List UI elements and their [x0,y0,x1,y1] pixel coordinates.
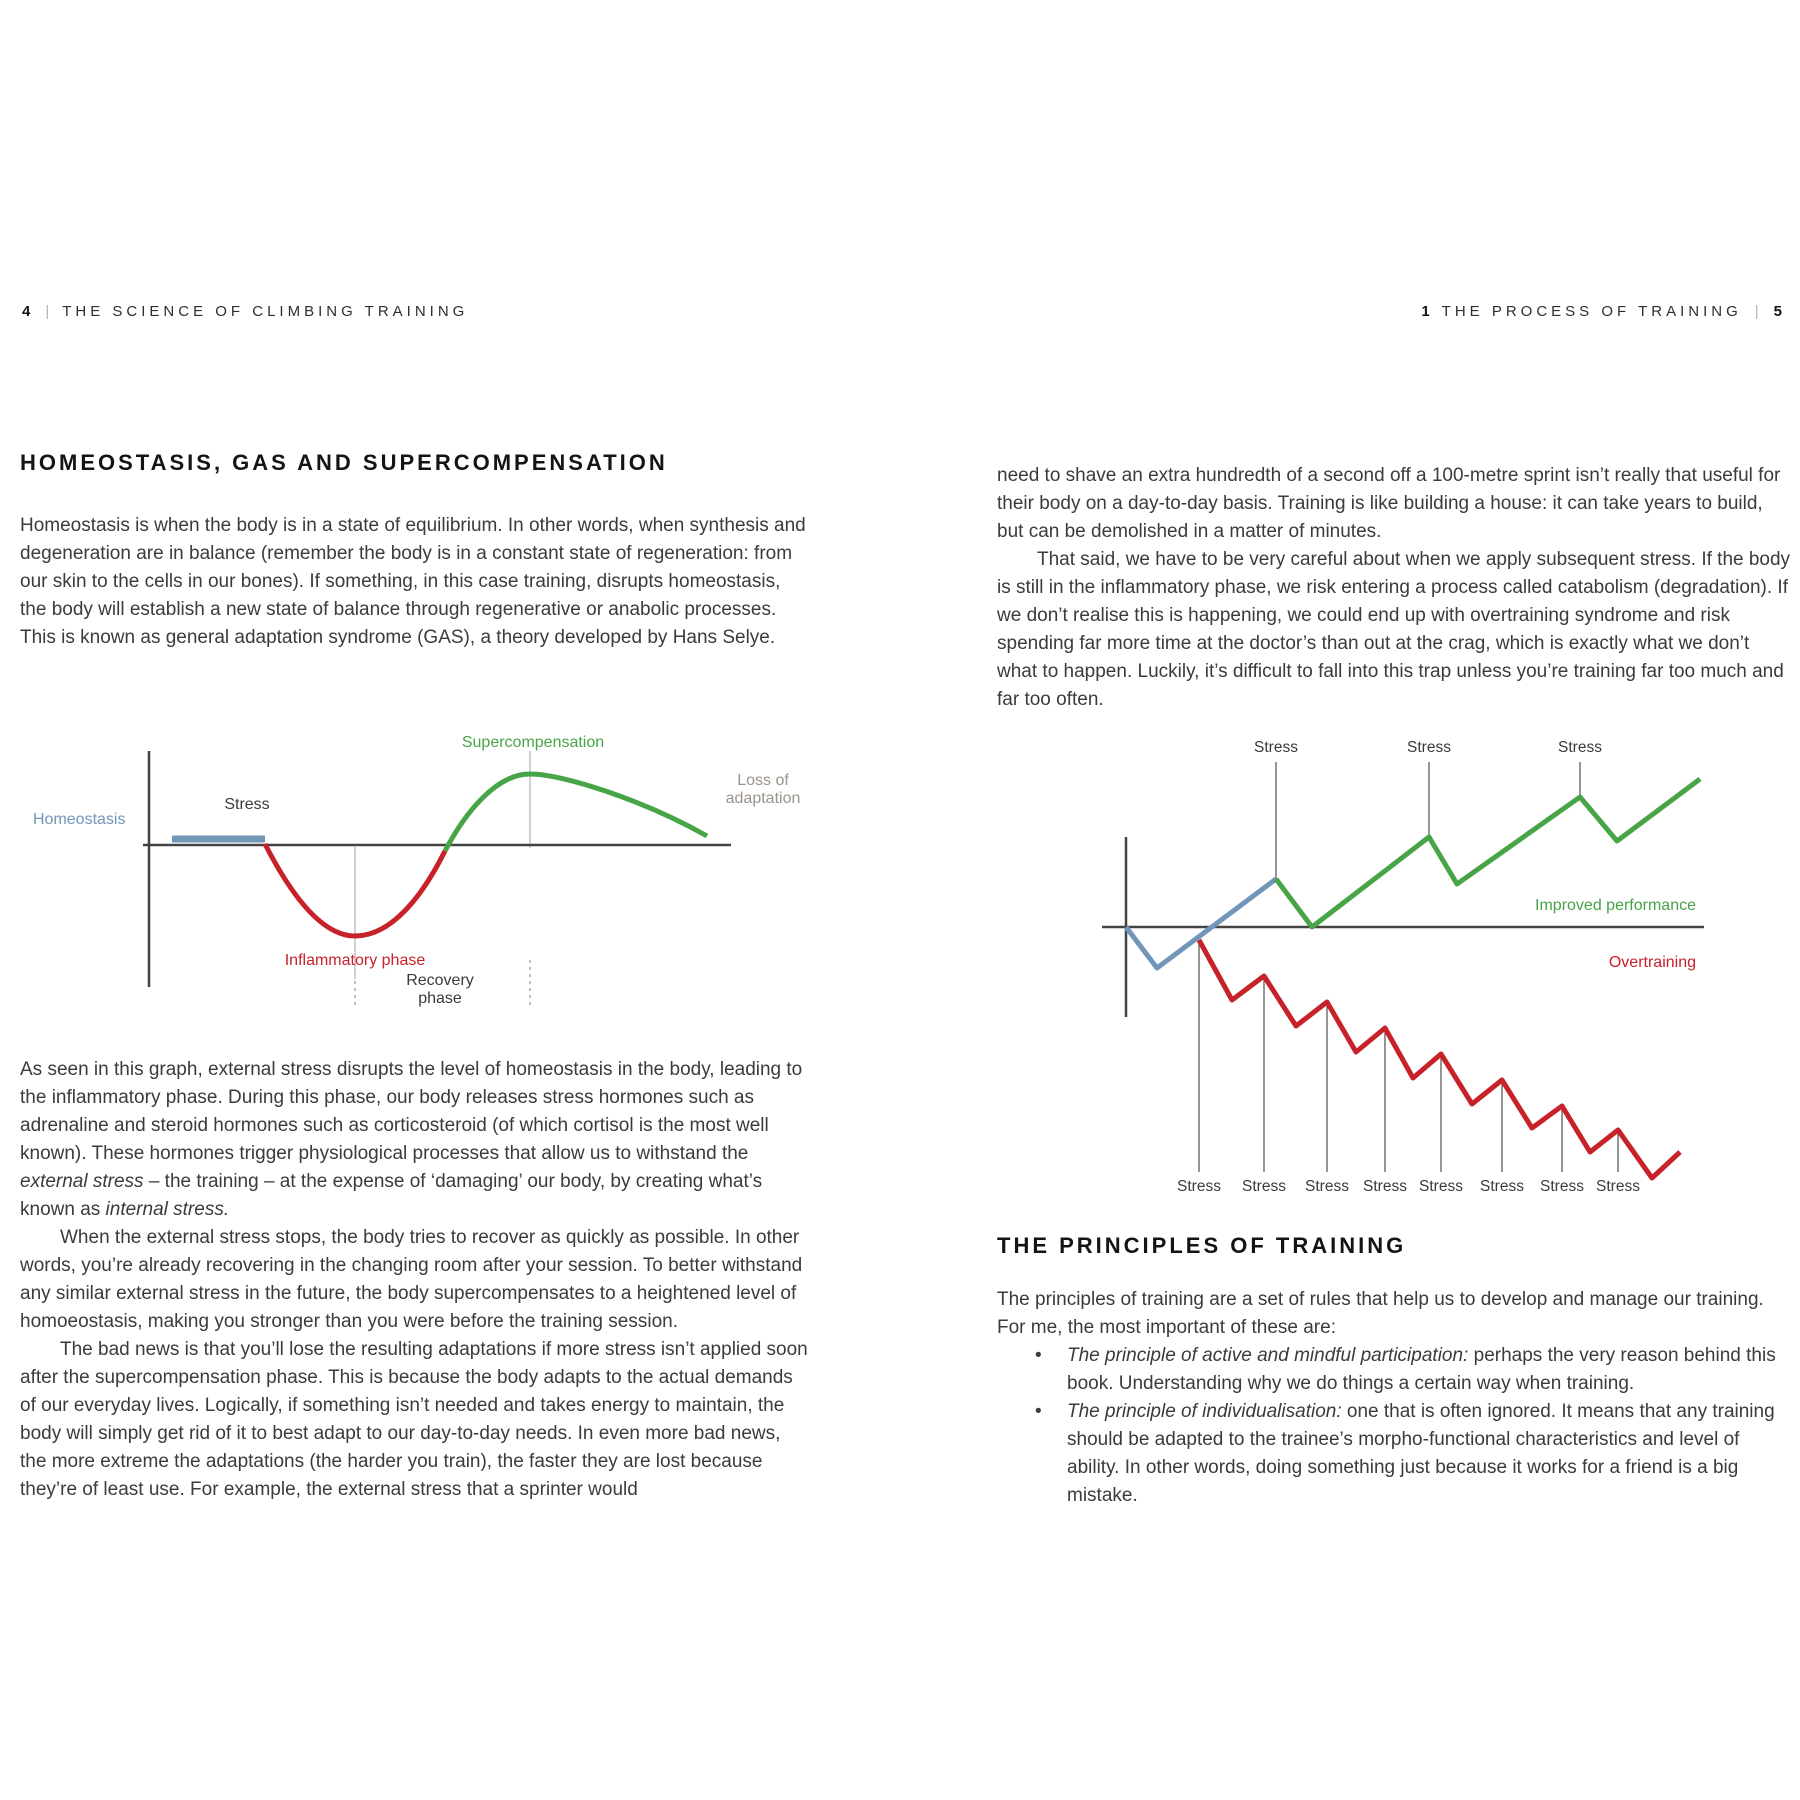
bullet-icon: • [1035,1401,1042,1422]
stress-label: Stress [1480,1178,1524,1195]
stress-label: Stress [1242,1178,1286,1195]
stress-label: Stress [1596,1178,1640,1195]
top-stress-lines [1276,762,1580,879]
paragraph-graph-explanation: As seen in this graph, external stress disrupts the level of homeostasis in the body, leading to the inflammatory phase. During this phase, our body releases stress hormones such as adrenaline and steroid hormones such as corticosteroid (of which cortisol is the most well known). These hormones trigger physiological processes that allow us to withstand the external stress – the training – at the expense of ‘damaging’ our body, by creating what’s known as internal stress. [20,1059,803,1220]
right-page-number: 5 [1773,303,1782,320]
section-heading-principles: THE PRINCIPLES OF TRAINING [997,1233,1407,1258]
label-inflammatory-phase: Inflammatory phase [284,952,426,969]
principle-participation: The principle of active and mindful participation: perhaps the very reason behind this book. Understanding why we do things a certain way when training. [1067,1345,1776,1394]
reference-lines [355,751,530,979]
label-loss-of-adaptation-line1: Loss of [737,772,789,789]
paragraph-principles-intro: The principles of training are a set of rules that help us to develop and manage our training. For me, the most important of these are: [997,1289,1764,1338]
paragraph-recovery: When the external stress stops, the body tries to recover as quickly as possible. In other words, you’re already recovering in the changing room after your session. To better withstand any similar external stress in the future, the body supercompensates to a heightened level of homoeostasis, making you stronger than you were before the training session. [20,1227,803,1332]
header-separator: | [1754,303,1759,320]
right-running-header [1419,303,1784,320]
label-recovery-phase-line1: Recovery [406,972,474,989]
right-body-bottom [997,1286,1797,1510]
chapter-number: 1 [1421,303,1430,320]
chapter-title: THE PROCESS OF TRAINING [1441,303,1742,320]
right-body-top [997,462,1792,714]
stress-label: Stress [1407,739,1451,756]
bullet-icon: • [1035,1345,1042,1366]
label-stress: Stress [224,796,270,813]
supercompensation-curve [445,774,707,851]
left-page-number: 4 [22,303,31,320]
stress-label: Stress [1177,1178,1221,1195]
bottom-stress-labels [1177,1178,1640,1195]
paragraph-careful: That said, we have to be very careful about when we apply subsequent stress. If the body is still in the inflammatory phase, we risk entering a process called catabolism (degradation). If we don’t realise this is happening, we could end up with overtraining syndrome and risk spending far more time at the doctor’s than out at the crag, which is exactly what we don’t what to happen. Luckily, it’s difficult to fall into this trap unless you’re training far too much and far too often. [997,549,1791,710]
left-body-top [20,512,810,652]
left-running-header [20,303,468,320]
gas-curve-svg [15,715,815,1015]
label-supercompensation: Supercompensation [461,734,605,751]
stress-label: Stress [1419,1178,1463,1195]
book-title: THE SCIENCE OF CLIMBING TRAINING [62,303,469,320]
header-separator: | [45,303,50,320]
label-overtraining: Overtraining [1608,954,1696,971]
figure-overtraining [1075,728,1735,1218]
paragraph-bad-news: The bad news is that you’ll lose the resulting adaptations if more stress isn’t applied soon after the supercompensation phase. This is because the body adapts to the actual demands of our everyday lives. Logically, if something isn’t needed and takes energy to maintain, the body will simply get rid of it to best adapt to our day-to-day needs. In even more bad news, the more extreme the adaptations (the harder you train), the faster they are lost because they’re of least use. For example, the external stress that a sprinter would [20,1339,808,1500]
overtraining-line [1199,940,1680,1178]
section-heading-homeostasis: HOMEOSTASIS, GAS AND SUPERCOMPENSATION [20,450,668,475]
stress-label: Stress [1558,739,1602,756]
left-body-bottom [20,1056,810,1504]
paragraph-sprinter: need to shave an extra hundredth of a second off a 100-metre sprint isn’t really that useful for their body on a day-to-day basis. Training is like building a house: it can take years to build, but can be demolished in a matter of minutes. [997,465,1781,542]
stress-label: Stress [1540,1178,1584,1195]
list-item [997,1398,1797,1510]
figure-gas-curve [15,715,815,1015]
label-recovery-phase-line2: phase [418,990,462,1007]
stress-label: Stress [1363,1178,1407,1195]
overtraining-svg [1075,728,1735,1218]
principle-individualisation: The principle of individualisation: one that is often ignored. It means that any training should be adapted to the trainee’s morpho-functional characteristics and level of ability. In other words, doing something just because it works for a friend is a big mistake. [1067,1401,1775,1506]
stress-label: Stress [1305,1178,1349,1195]
label-loss-of-adaptation-line2: adaptation [725,790,801,807]
initial-stress-line [1126,879,1276,968]
label-homeostasis: Homeostasis [33,811,126,828]
top-stress-labels [1254,739,1602,756]
stress-label: Stress [1254,739,1298,756]
label-improved-performance: Improved performance [1535,897,1696,914]
paragraph-homeostasis-intro: Homeostasis is when the body is in a state of equilibrium. In other words, when synthesis and degeneration are in balance (remember the body is in a constant state of regeneration: from our skin to the cells in our bones). If something, in this case training, disrupts homeostasis, the body will establish a new state of balance through regenerative or anabolic processes. This is known as general adaptation syndrome (GAS), a theory developed by Hans Selye. [20,515,806,648]
list-item [997,1342,1797,1398]
principles-list [997,1342,1797,1510]
